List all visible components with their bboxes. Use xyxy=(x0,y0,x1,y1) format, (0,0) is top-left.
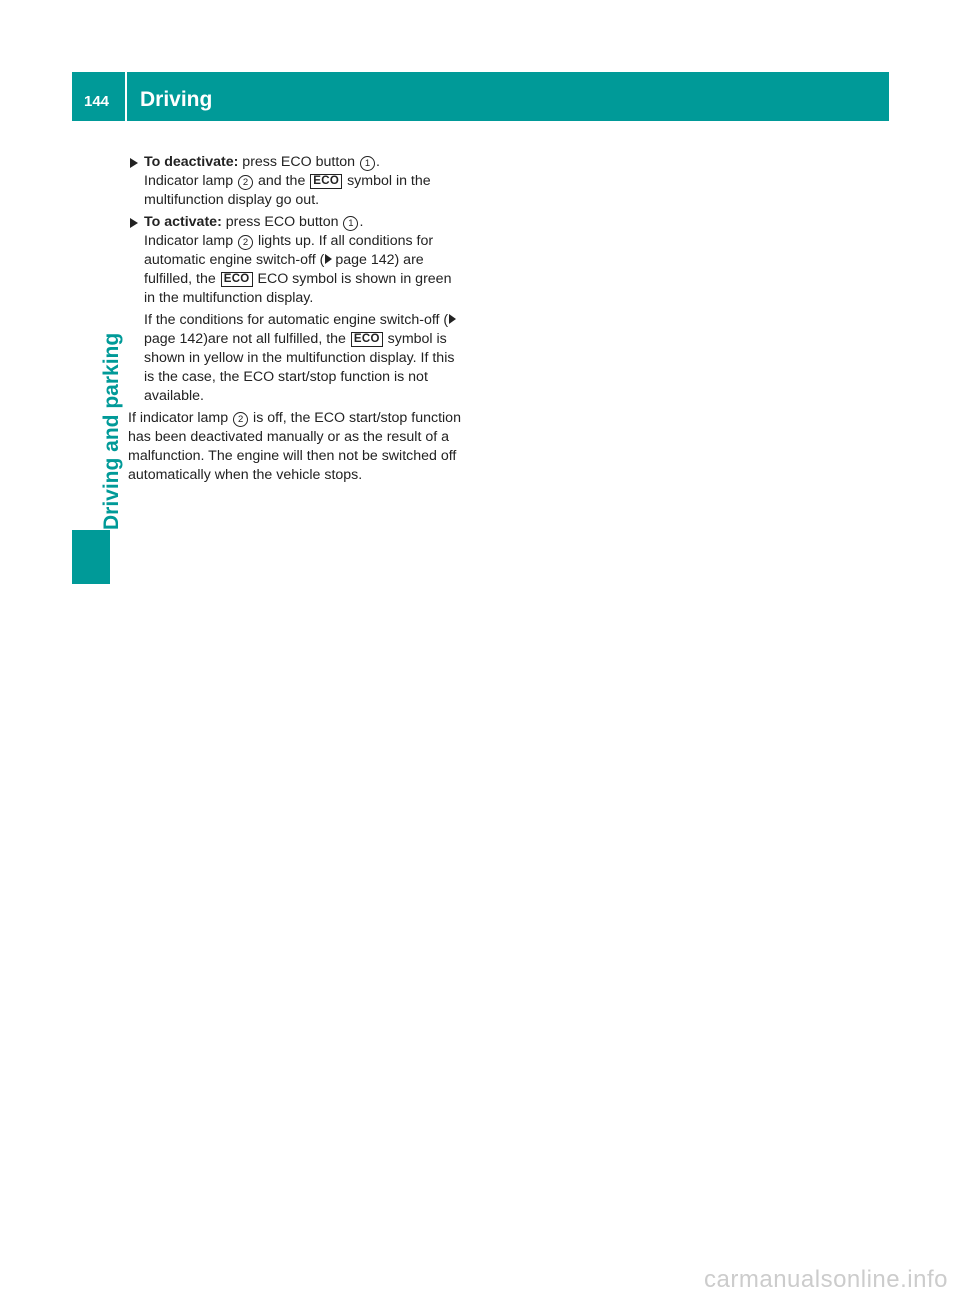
step-text: Indicator lamp xyxy=(144,173,238,189)
callout-1-icon: 1 xyxy=(343,216,358,231)
step-label: To activate: xyxy=(144,214,222,230)
header-divider xyxy=(125,72,127,121)
page-header xyxy=(72,72,889,121)
callout-1-icon: 1 xyxy=(360,156,375,171)
step-text: symbol is shown in yellow in the multifunction display. If this is the case, the ECO start/stop function is not available. xyxy=(144,331,455,404)
step-deactivate xyxy=(128,153,462,210)
step-text: symbol in the multifunction display go out. xyxy=(144,173,431,208)
page-ref-arrow-icon xyxy=(325,254,332,264)
side-tab-label: Driving and parking xyxy=(100,332,123,530)
step-text: press ECO button xyxy=(238,154,360,170)
step-label: To deactivate: xyxy=(144,154,239,170)
callout-2-icon: 2 xyxy=(238,175,253,190)
eco-symbol-icon: ECO xyxy=(221,272,253,287)
section-title: Driving xyxy=(140,88,213,111)
side-tab-marker xyxy=(72,530,110,584)
watermark: carmanualsonline.info xyxy=(704,1266,948,1293)
step-arrow-icon xyxy=(130,218,138,228)
page-number: 144 xyxy=(84,93,110,110)
step-text: ) are fulfilled, the xyxy=(144,252,424,287)
step-activate xyxy=(128,213,462,406)
step-text: press ECO button xyxy=(221,214,343,230)
step-text: If the conditions for automatic engine switch-off ( xyxy=(144,312,449,328)
step-text: . xyxy=(359,214,364,230)
note-paragraph xyxy=(128,409,462,485)
callout-2-icon: 2 xyxy=(238,235,253,250)
page-reference[interactable]: page 142 xyxy=(144,331,204,347)
callout-2-icon: 2 xyxy=(233,412,248,427)
page-ref-arrow-icon xyxy=(449,314,456,324)
note-text: If indicator lamp xyxy=(128,410,233,426)
page-content xyxy=(128,153,462,488)
step-text: lights up. If all conditions for automatic engine switch-off ( xyxy=(144,233,434,268)
page-reference[interactable]: page 142 xyxy=(335,252,395,268)
step-text: and the xyxy=(254,173,310,189)
eco-symbol-icon: ECO xyxy=(351,332,383,347)
step-subparagraph xyxy=(144,311,462,406)
step-text: Indicator lamp xyxy=(144,233,238,249)
eco-symbol-icon: ECO xyxy=(310,174,342,189)
step-text: ECO symbol is shown in green in the multifunction display. xyxy=(144,271,452,306)
side-tab xyxy=(72,140,123,530)
note-text: is off, the ECO start/stop function has been deactivated manually or as the result of a malfunction. The engine will then not be switched off automatically when the vehicle stops. xyxy=(128,410,461,483)
step-text: . xyxy=(376,154,380,170)
step-arrow-icon xyxy=(130,158,138,168)
step-text: )are not all fulfilled, the xyxy=(203,331,350,347)
